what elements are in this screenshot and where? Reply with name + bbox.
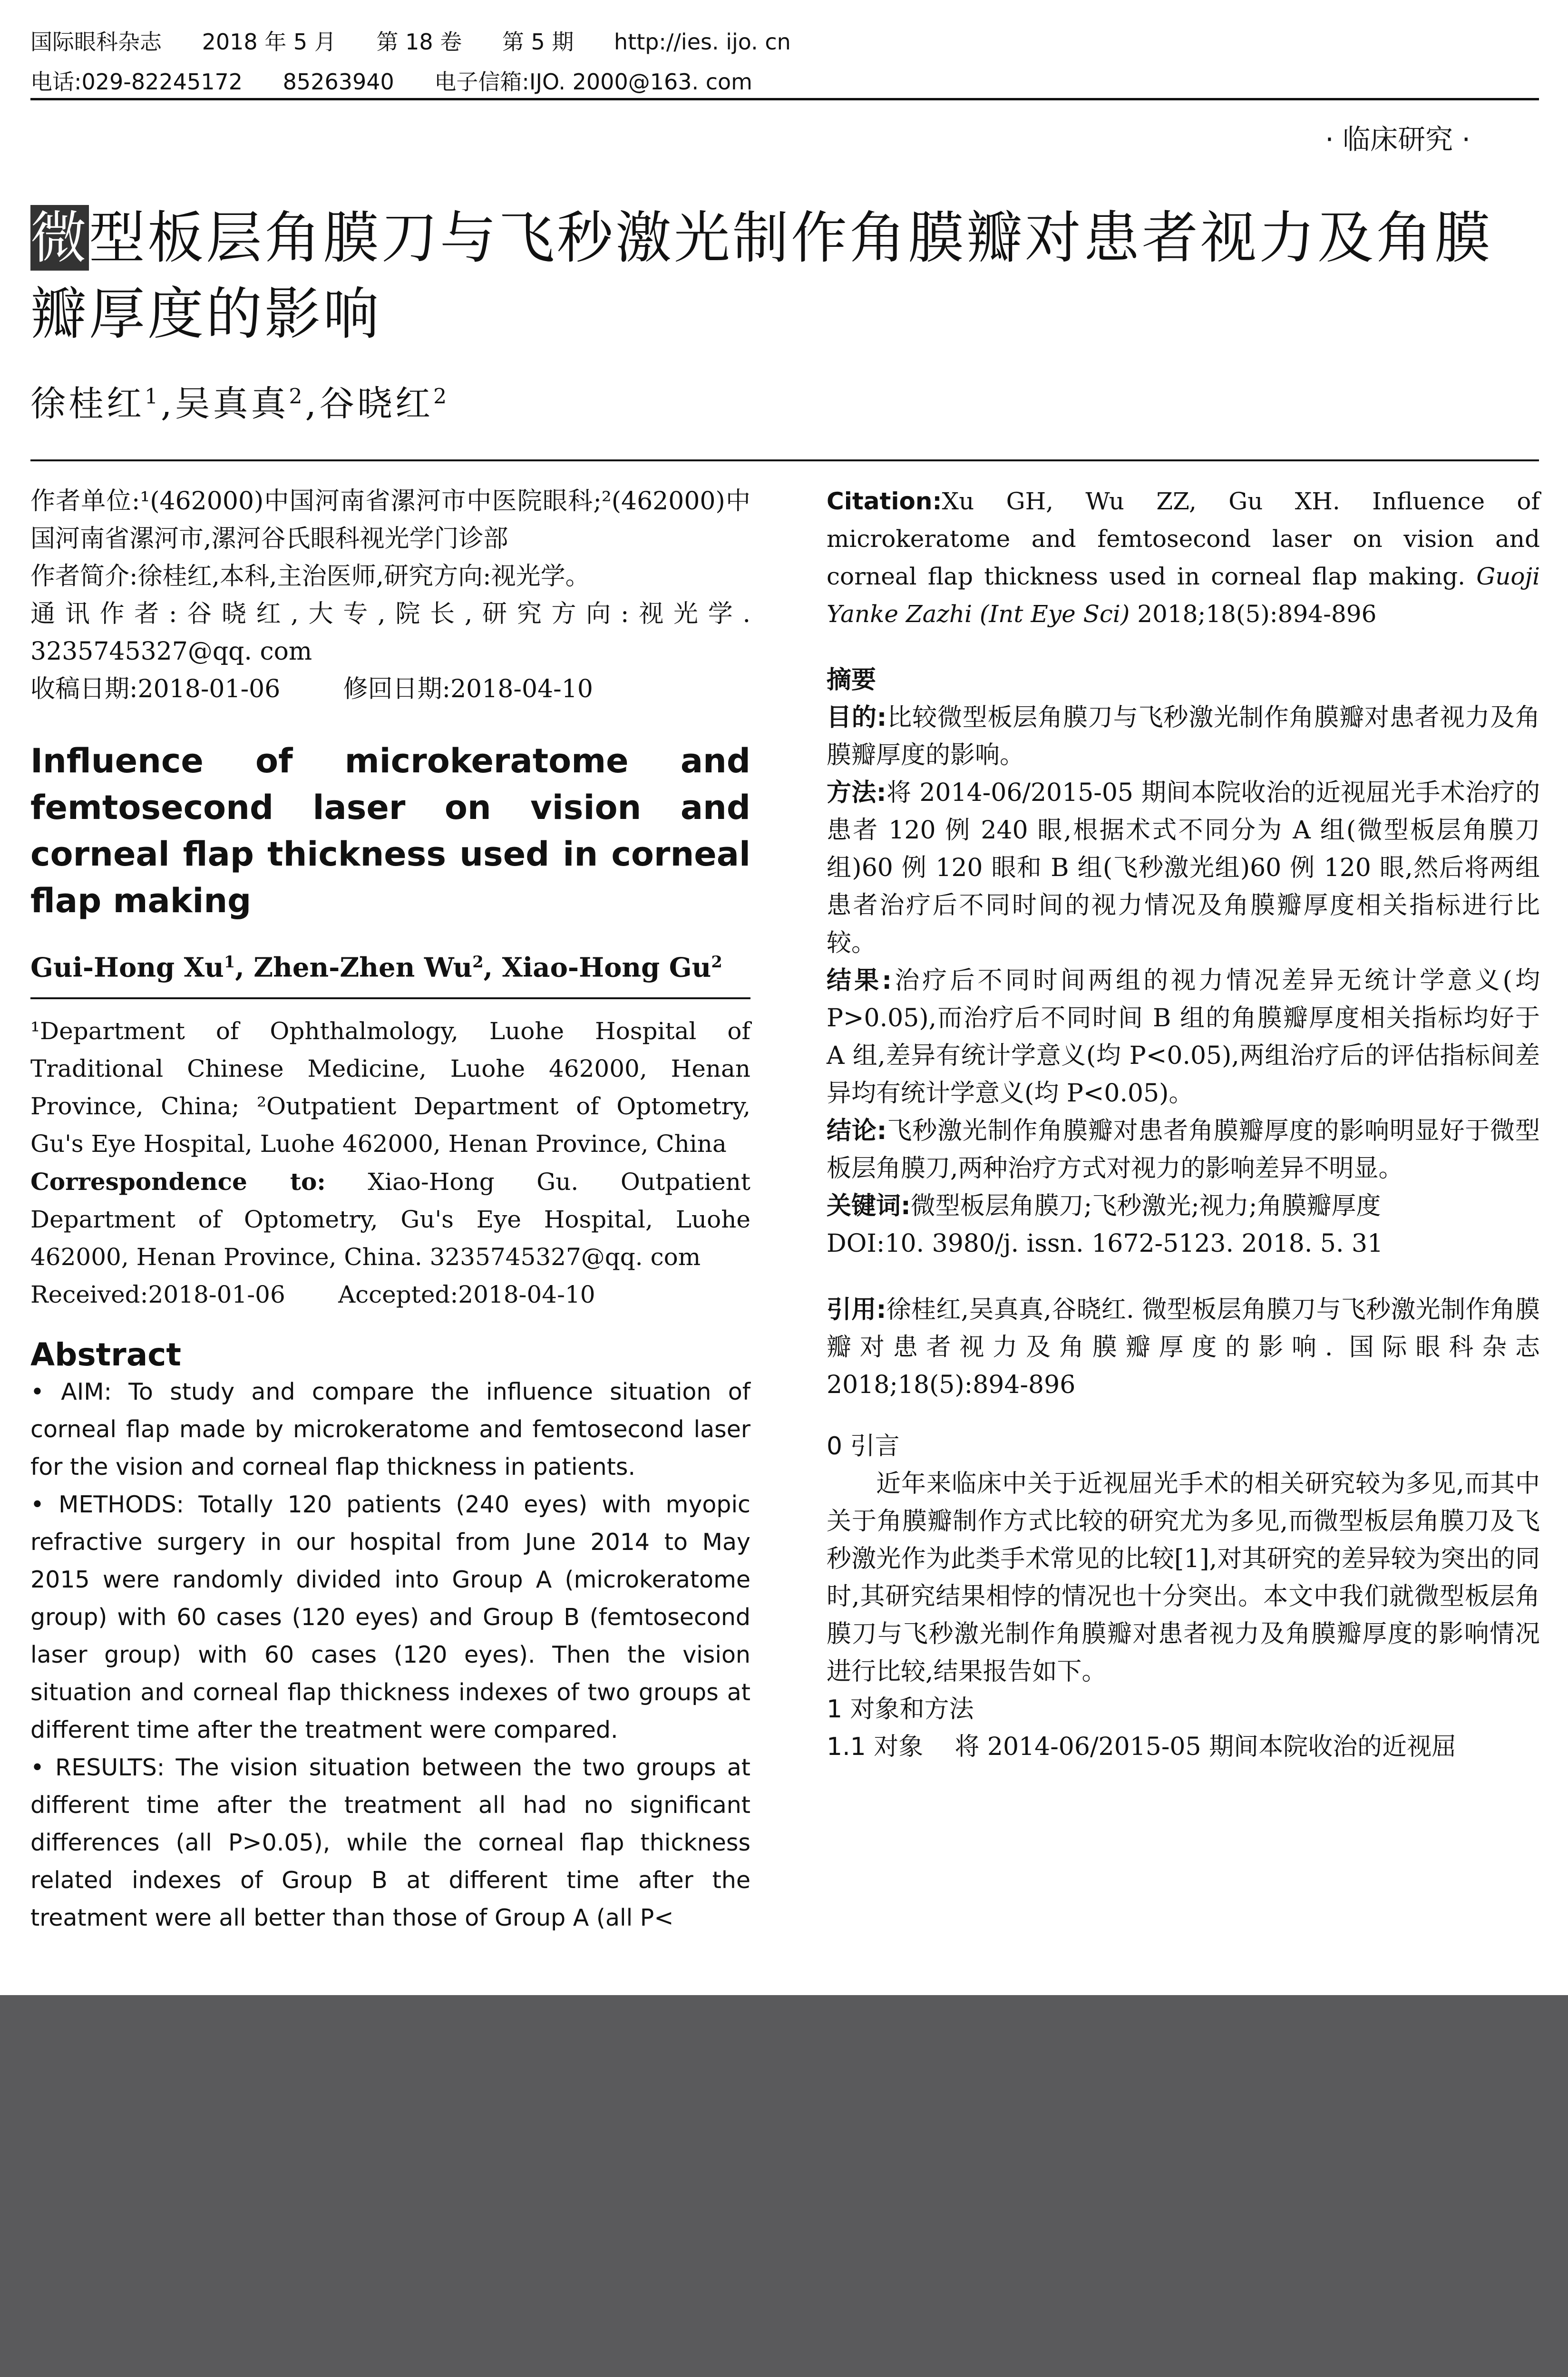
abstract-conclusion-cn: 结论:飞秒激光制作角膜瓣对患者角膜瓣厚度的影响明显好于微型板层角膜刀,两种治疗方式对视力的影响差异不明显。 bbox=[827, 1117, 1540, 1183]
author-bio-cn: 作者简介:徐桂红,本科,主治医师,研究方向:视光学。 bbox=[30, 562, 590, 591]
dates-cn: 收稿日期:2018-01-06 修回日期:2018-04-10 bbox=[30, 675, 593, 703]
abstract-methods-cn: 方法:将 2014-06/2015-05 期间本院收治的近视屈光手术治疗的患者 120 例 240 眼,根据术式不同分为 A 组(微型板层角膜刀组)60 例 120 眼和 B 组(飞秒激光组)60 例 120 眼,然后将两组患者治疗后不同时间的视力情况及角膜瓣厚度相关指标进行比较。 bbox=[827, 779, 1540, 957]
issue-number: 第 5 期 bbox=[502, 29, 574, 55]
title-first-char: 微 bbox=[30, 205, 89, 271]
intro-heading: 0 引言 bbox=[827, 1432, 900, 1461]
author-3: 谷晓红 bbox=[319, 383, 434, 424]
english-correspondence: Correspondence to: Xiao-Hong Gu. Outpatient Department of Optometry, Gu's Eye Hospital, Luohe 462000, Henan Province, China. 3235745327@qq. com bbox=[30, 1167, 750, 1271]
title-rest: 型板层角膜刀与飞秒激光制作角膜瓣对患者视力及角膜瓣厚度的影响 bbox=[30, 205, 1493, 347]
section-label: · 临床研究 · bbox=[1325, 123, 1471, 156]
english-title: Influence of microkeratome and femtosecond laser on vision and corneal flap thickness used in corneal flap making bbox=[30, 741, 750, 920]
phone: 电话:029-82245172 bbox=[30, 69, 243, 95]
corresponding-cn: 通讯作者:谷晓红,大专,院长,研究方向:视光学. 3235745327@qq. com bbox=[30, 600, 750, 666]
author-2: 吴真真 bbox=[175, 383, 289, 424]
affiliation-cn: 作者单位:¹(462000)中国河南省漯河市中医院眼科;²(462000)中国河南省漯河市,漯河谷氏眼科视光学门诊部 bbox=[30, 487, 750, 553]
header-rule bbox=[30, 98, 1539, 100]
journal-name: 国际眼科杂志 bbox=[30, 29, 162, 55]
author-list: 徐桂红$^1$,吴真真$^2$,谷晓红$^2$ bbox=[30, 383, 450, 424]
email: 电子信箱:IJO. 2000@163. com bbox=[434, 69, 752, 95]
english-dates: Received:2018-01-06 Accepted:2018-04-10 bbox=[30, 1280, 595, 1308]
doi: DOI:10. 3980/j. issn. 1672-5123. 2018. 5. 31 bbox=[827, 1229, 1383, 1258]
abstract-heading-en: Abstract bbox=[30, 1336, 181, 1373]
abstract-results-cn: 结果:治疗后不同时间两组的视力情况差异无统计学意义(均 P>0.05),而治疗后不同时间 B 组的角膜瓣厚度相关指标均好于 A 组,差异有统计学意义(均 P<0.05),两组治疗后的评估指标间差异均有统计学意义(均 P<0.05)。 bbox=[827, 966, 1540, 1108]
english-affiliations: ¹Department of Ophthalmology, Luohe Hospital of Traditional Chinese Medicine, Luohe 462000, Henan Province, China; ²Outpatient Department of Optometry, Gu's Eye Hospital, Luohe 462000, Henan Province, China bbox=[30, 1017, 750, 1158]
issue-date: 2018 年 5 月 bbox=[202, 29, 336, 55]
author-1: 徐桂红 bbox=[30, 383, 145, 424]
running-header-line2 bbox=[30, 65, 786, 96]
abstract-heading-cn: 摘要 bbox=[827, 666, 877, 694]
left-column bbox=[30, 483, 750, 1937]
right-column bbox=[827, 483, 1540, 1766]
subjects-paragraph: 1.1 对象 将 2014-06/2015-05 期间本院收治的近视屈 bbox=[827, 1733, 1457, 1761]
abstract-results-en: • RESULTS: The vision situation between the two groups at different time after the treatment all had no significant differences (all P>0.05), while the corneal flap thickness related indexes of Group B at different time after the treatment were all better than those of Group A (all P< bbox=[30, 1754, 750, 1931]
citation-cn: 引用:徐桂红,吴真真,谷晓红. 微型板层角膜刀与飞秒激光制作角膜瓣对患者视力及角膜瓣厚度的影响. 国际眼科杂志 2018;18(5):894-896 bbox=[827, 1296, 1540, 1399]
abstract-methods-en: • METHODS: Totally 120 patients (240 eyes) with myopic refractive surgery in our hospital from June 2014 to May 2015 were randomly divided into Group A (microkeratome group) with 60 cases (120 eyes) and Group B (femtosecond laser group) with 60 cases (120 eyes). Then the vision situation and corneal flap thickness indexes of two groups at different time after the treatment were compared. bbox=[30, 1490, 750, 1744]
running-header-line1 bbox=[30, 25, 824, 56]
citation-en: Citation:Xu GH, Wu ZZ, Gu XH. Influence of microkeratome and femtosecond laser on vision and corneal flap thickness used in corneal flap making. Guoji Yanke Zazhi (Int Eye Sci) 2018;18(5):894-896 bbox=[827, 487, 1540, 628]
phone-2: 85263940 bbox=[282, 69, 394, 95]
affil-rule bbox=[30, 997, 750, 999]
abstract-aim-en: • AIM: To study and compare the influence situation of corneal flap made by microkeratome and femtosecond laser for the vision and corneal flap thickness in patients. bbox=[30, 1378, 750, 1481]
journal-url: http://ies. ijo. cn bbox=[614, 29, 791, 55]
abstract-aim-cn: 目的:比较微型板层角膜刀与飞秒激光制作角膜瓣对患者视力及角膜瓣厚度的影响。 bbox=[827, 703, 1540, 770]
english-authors: Gui-Hong Xu$^1$, Zhen-Zhen Wu$^2$, Xiao-Hong Gu$^2$ bbox=[30, 952, 722, 984]
methods-heading: 1 对象和方法 bbox=[827, 1695, 974, 1724]
article-title bbox=[30, 200, 1543, 352]
intro-paragraph: 近年来临床中关于近视屈光手术的相关研究较为多见,而其中关于角膜瓣制作方式比较的研究尤为多见,而微型板层角膜刀及飞秒激光作为此类手术常见的比较[1],对其研究的差异较为突出的同时,其研究结果相悖的情况也十分突出。本文中我们就微型板层角膜刀与飞秒激光制作角膜瓣对患者视力及角膜瓣厚度的影响情况进行比较,结果报告如下。 bbox=[827, 1470, 1540, 1686]
keywords-cn: 关键词:微型板层角膜刀;飞秒激光;视力;角膜瓣厚度 bbox=[827, 1192, 1381, 1220]
volume: 第 18 卷 bbox=[376, 29, 462, 55]
title-rule bbox=[30, 459, 1539, 461]
